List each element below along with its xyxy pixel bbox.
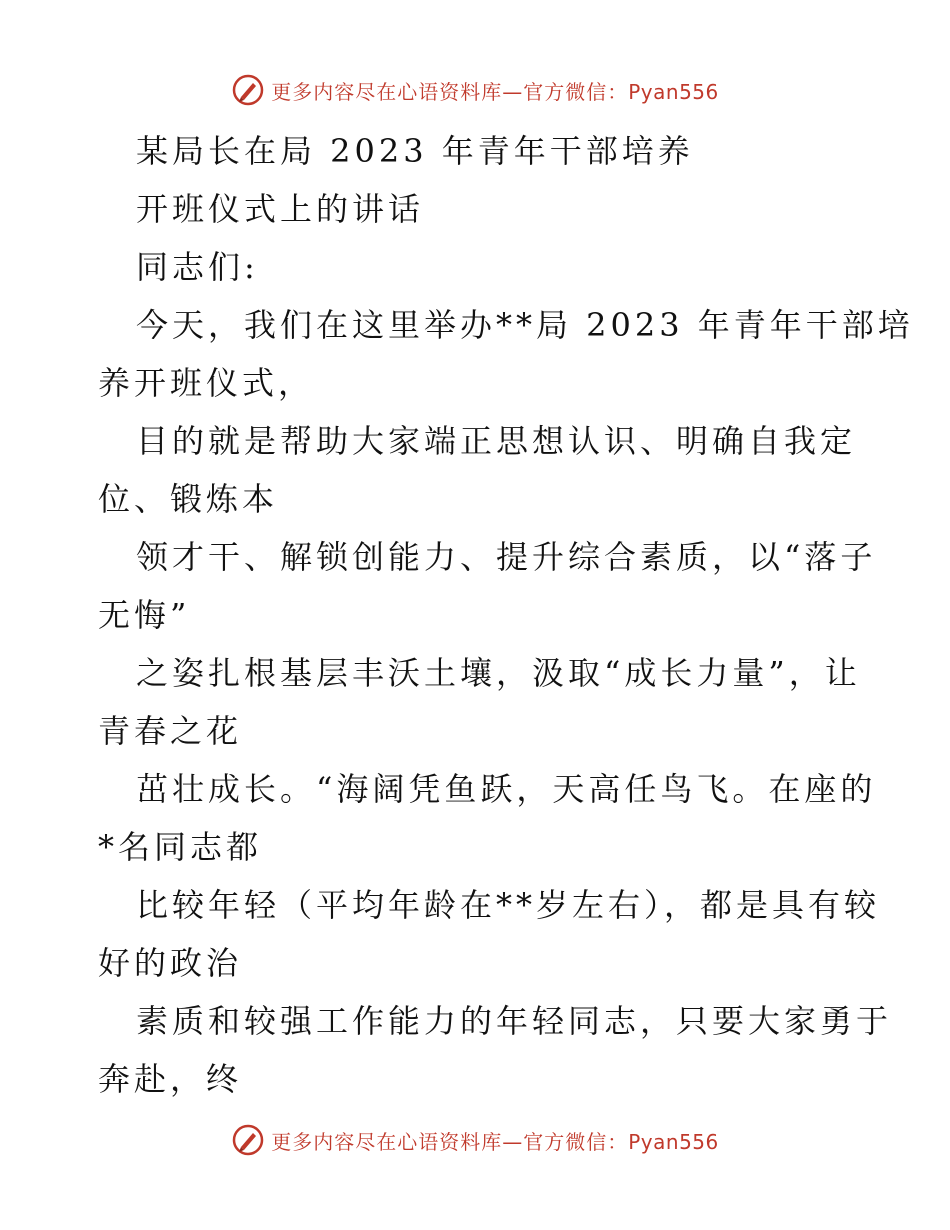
body-line: 之姿扎根基层丰沃土壤，汲取“成长力量”，让 [136,654,861,692]
body-line: 素质和较强工作能力的年轻同志，只要大家勇于 [136,1002,893,1040]
pen-logo-icon [231,73,265,107]
body-line: 位、锻炼本 [98,480,279,518]
banner-text: 更多内容尽在心语资料库—官方微信：Pyan556 [271,79,719,104]
body-line: 奔赴，终 [98,1060,243,1098]
footer-banner [0,1120,950,1160]
body-line: 领才干、解锁创能力、提升综合素质，以“落子 [136,538,877,576]
body-line: *名同志都 [98,828,263,866]
wechat-id: Pyan556 [628,1129,719,1154]
body-line: 好的政治 [98,944,243,982]
body-line: 比较年轻（平均年龄在**岁左右），都是具有较 [136,886,881,924]
title-line-1: 某局长在局 2023 年青年干部培养 [136,132,694,170]
wechat-id: Pyan556 [628,79,719,104]
title-line-2: 开班仪式上的讲话 [136,190,425,228]
body-line: 青春之花 [98,712,243,750]
pen-logo-icon [231,1123,265,1157]
body-line: 今天，我们在这里举办**局 2023 年青年干部培 [136,306,914,344]
body-paragraph [98,296,914,1108]
body-line: 茁壮成长。“海阔凭鱼跃，天高任鸟飞。在座的 [136,770,877,808]
header-banner [0,70,950,110]
body-line: 目的就是帮助大家端正思想认识、明确自我定 [136,422,857,460]
body-line: 无悔” [98,596,191,634]
document-body [98,122,914,1108]
body-line: 养开班仪式， [98,364,315,402]
salutation: 同志们: [136,248,259,286]
banner-text: 更多内容尽在心语资料库—官方微信：Pyan556 [271,1129,719,1154]
